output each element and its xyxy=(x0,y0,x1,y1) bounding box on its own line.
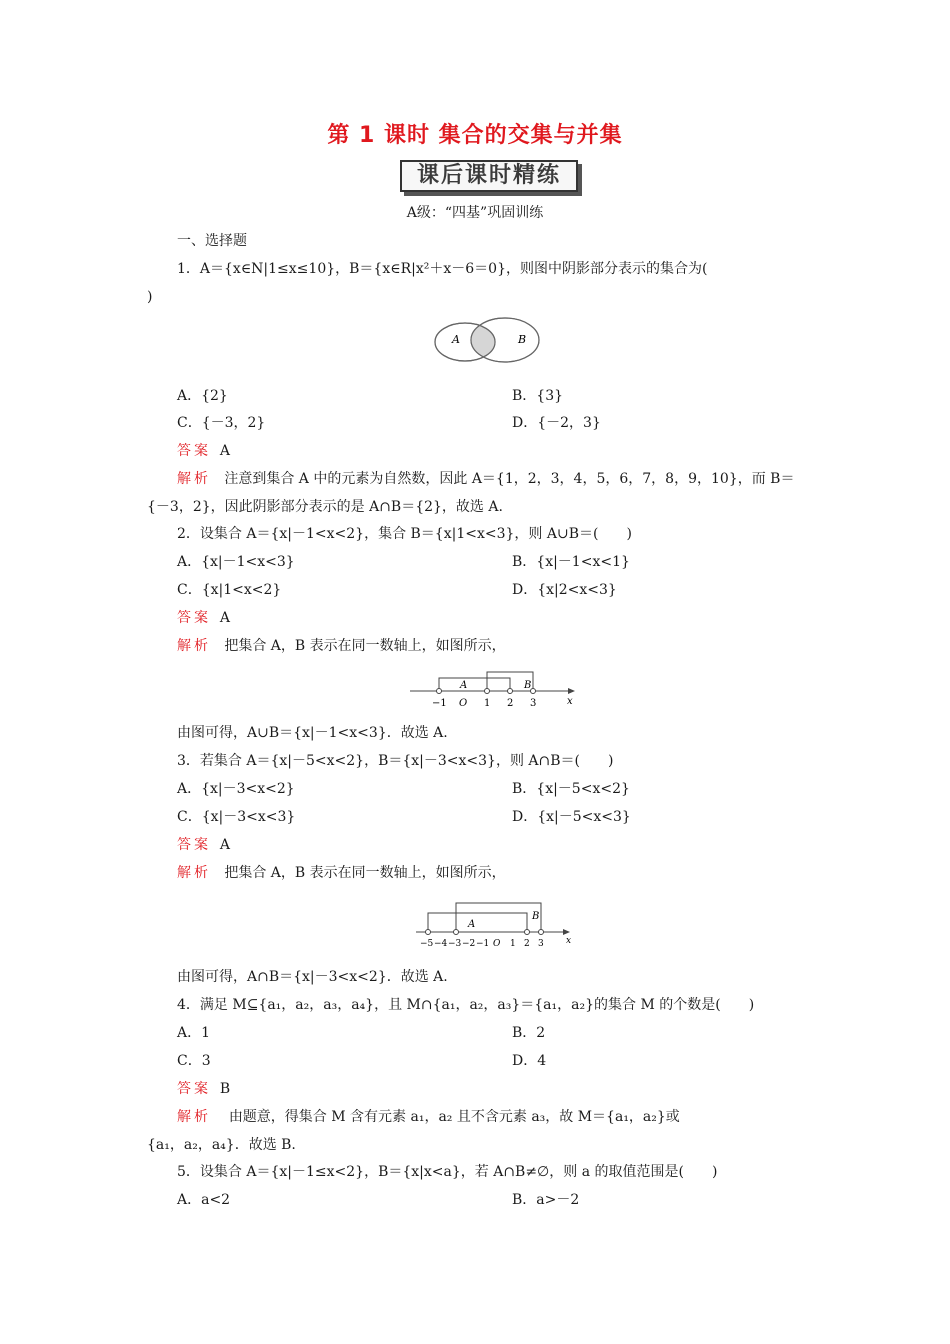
open-point xyxy=(437,689,442,694)
q1-answer xyxy=(177,441,230,461)
venn-label-b: B xyxy=(518,333,527,346)
q2-option-d: D．{x|2<x<3} xyxy=(512,582,617,598)
q3-conclusion: 由图可得，A∩B＝{x|－3<x<2}．故选 A. xyxy=(177,969,448,985)
q1-option-a: A．{2} xyxy=(177,388,228,404)
tick-label: −5 xyxy=(420,939,434,949)
q4-analysis-cont: {a₁，a₂，a₄}．故选 B. xyxy=(147,1137,296,1153)
open-point xyxy=(525,930,530,935)
open-point xyxy=(454,930,459,935)
interval-label-b: B xyxy=(532,911,540,922)
section-banner: 课后课时精练 xyxy=(400,160,578,192)
q1-option-c: C．{－3，2} xyxy=(177,415,266,431)
answer-value: A xyxy=(219,443,231,459)
page-title: 第 1 课时 集合的交集与并集 xyxy=(327,123,623,148)
open-point xyxy=(539,930,544,935)
open-point xyxy=(508,689,513,694)
answer-value: B xyxy=(219,1081,231,1097)
q3-option-d: D．{x|－5<x<3} xyxy=(512,809,631,825)
q4-stem: 4．满足 M⊆{a₁，a₂，a₃，a₄}，且 M∩{a₁，a₂，a₃}＝{a₁，a₂}的集合 M 的个数是( ) xyxy=(177,997,755,1013)
analysis-label: 解析 xyxy=(177,638,211,654)
q1-stem: 1．A＝{x∈N|1≤x≤10}，B＝{x∈R|x²＋x－6＝0}，则图中阴影部分表示的集合为( xyxy=(177,261,708,277)
section-heading: 一、选择题 xyxy=(177,233,247,249)
tick-label: −2 xyxy=(462,939,476,949)
tick-label: −1 xyxy=(432,698,447,709)
tick-label: −3 xyxy=(448,939,462,949)
q4-option-c: C．3 xyxy=(177,1053,211,1069)
answer-label: 答案 xyxy=(177,1081,211,1097)
q3-analysis xyxy=(177,863,506,883)
q4-option-a: A．1 xyxy=(177,1025,211,1041)
q5-stem: 5．设集合 A＝{x|－1≤x<2}，B＝{x|x<a}，若 A∩B≠∅，则 a 的取值范围是( ) xyxy=(177,1164,718,1180)
interval-label-b: B xyxy=(524,680,532,691)
analysis-text: 把集合 A，B 表示在同一数轴上，如图所示， xyxy=(224,865,506,881)
q3-stem: 3．若集合 A＝{x|－5<x<2}，B＝{x|－3<x<3}，则 A∩B＝( ) xyxy=(177,753,614,769)
q1-stem-cont: ) xyxy=(147,289,153,305)
q1-option-b: B．{3} xyxy=(512,388,564,404)
q3-answer xyxy=(177,835,230,855)
tick-label: 3 xyxy=(538,939,544,949)
answer-label: 答案 xyxy=(177,610,211,626)
q1-analysis-cont: {－3，2}，因此阴影部分表示的是 A∩B＝{2}，故选 A. xyxy=(147,499,503,515)
analysis-label: 解析 xyxy=(177,1109,211,1125)
q5-option-a: A．a<2 xyxy=(177,1192,231,1208)
tick-label: 1 xyxy=(484,698,491,709)
venn-label-a: A xyxy=(452,333,460,346)
q3-option-b: B．{x|－5<x<2} xyxy=(512,781,630,797)
q2-option-c: C．{x|1<x<2} xyxy=(177,582,282,598)
venn-diagram xyxy=(430,310,550,374)
q4-analysis xyxy=(177,1107,680,1127)
tick-label: 2 xyxy=(524,939,530,949)
q1-analysis xyxy=(177,469,794,489)
q2-number-line xyxy=(405,664,580,712)
q3-option-c: C．{x|－3<x<3} xyxy=(177,809,296,825)
q2-analysis xyxy=(177,636,506,656)
q4-option-b: B．2 xyxy=(512,1025,546,1041)
answer-value: A xyxy=(219,610,231,626)
analysis-label: 解析 xyxy=(177,865,211,881)
tick-label: 3 xyxy=(530,698,537,709)
q2-stem: 2．设集合 A＝{x|－1<x<2}，集合 B＝{x|1<x<3}，则 A∪B＝( ) xyxy=(177,526,632,542)
answer-label: 答案 xyxy=(177,443,211,459)
q3-number-line xyxy=(408,895,583,951)
q2-option-a: A．{x|－1<x<3} xyxy=(177,554,295,570)
q3-option-a: A．{x|－3<x<2} xyxy=(177,781,295,797)
q2-conclusion: 由图可得，A∪B＝{x|－1<x<3}．故选 A. xyxy=(177,725,448,741)
q1-option-d: D．{－2，3} xyxy=(512,415,601,431)
open-point xyxy=(485,689,490,694)
analysis-text: 注意到集合 A 中的元素为自然数，因此 A＝{1，2，3，4，5，6，7，8，9，10}，而 B＝ xyxy=(224,471,795,487)
q4-option-d: D．4 xyxy=(512,1053,547,1069)
q2-option-b: B．{x|－1<x<1} xyxy=(512,554,630,570)
interval-a xyxy=(428,913,527,932)
q5-option-b: B．a>－2 xyxy=(512,1192,580,1208)
interval-a xyxy=(439,678,510,691)
axis-variable: x xyxy=(566,936,572,946)
tick-label: −1 xyxy=(476,939,490,949)
interval-label-a: A xyxy=(468,919,476,930)
tick-label: 1 xyxy=(510,939,516,949)
tick-label: 2 xyxy=(507,698,514,709)
q4-answer xyxy=(177,1079,230,1099)
level-subtitle: A级：“四基”巩固训练 xyxy=(406,205,544,221)
axis-arrow xyxy=(568,688,575,694)
answer-value: A xyxy=(219,837,231,853)
axis-variable: x xyxy=(567,696,573,707)
tick-label: −4 xyxy=(434,939,448,949)
interval-label-a: A xyxy=(460,680,468,691)
analysis-label: 解析 xyxy=(177,471,211,487)
tick-label: O xyxy=(493,939,501,949)
q2-answer xyxy=(177,608,230,628)
open-point xyxy=(426,930,431,935)
axis-arrow xyxy=(563,929,570,935)
answer-label: 答案 xyxy=(177,837,211,853)
analysis-text: 把集合 A，B 表示在同一数轴上，如图所示， xyxy=(224,638,506,654)
tick-label: O xyxy=(459,698,468,709)
analysis-text: 由题意，得集合 M 含有元素 a₁，a₂ 且不含元素 a₃，故 M＝{a₁，a₂}或 xyxy=(228,1109,680,1125)
